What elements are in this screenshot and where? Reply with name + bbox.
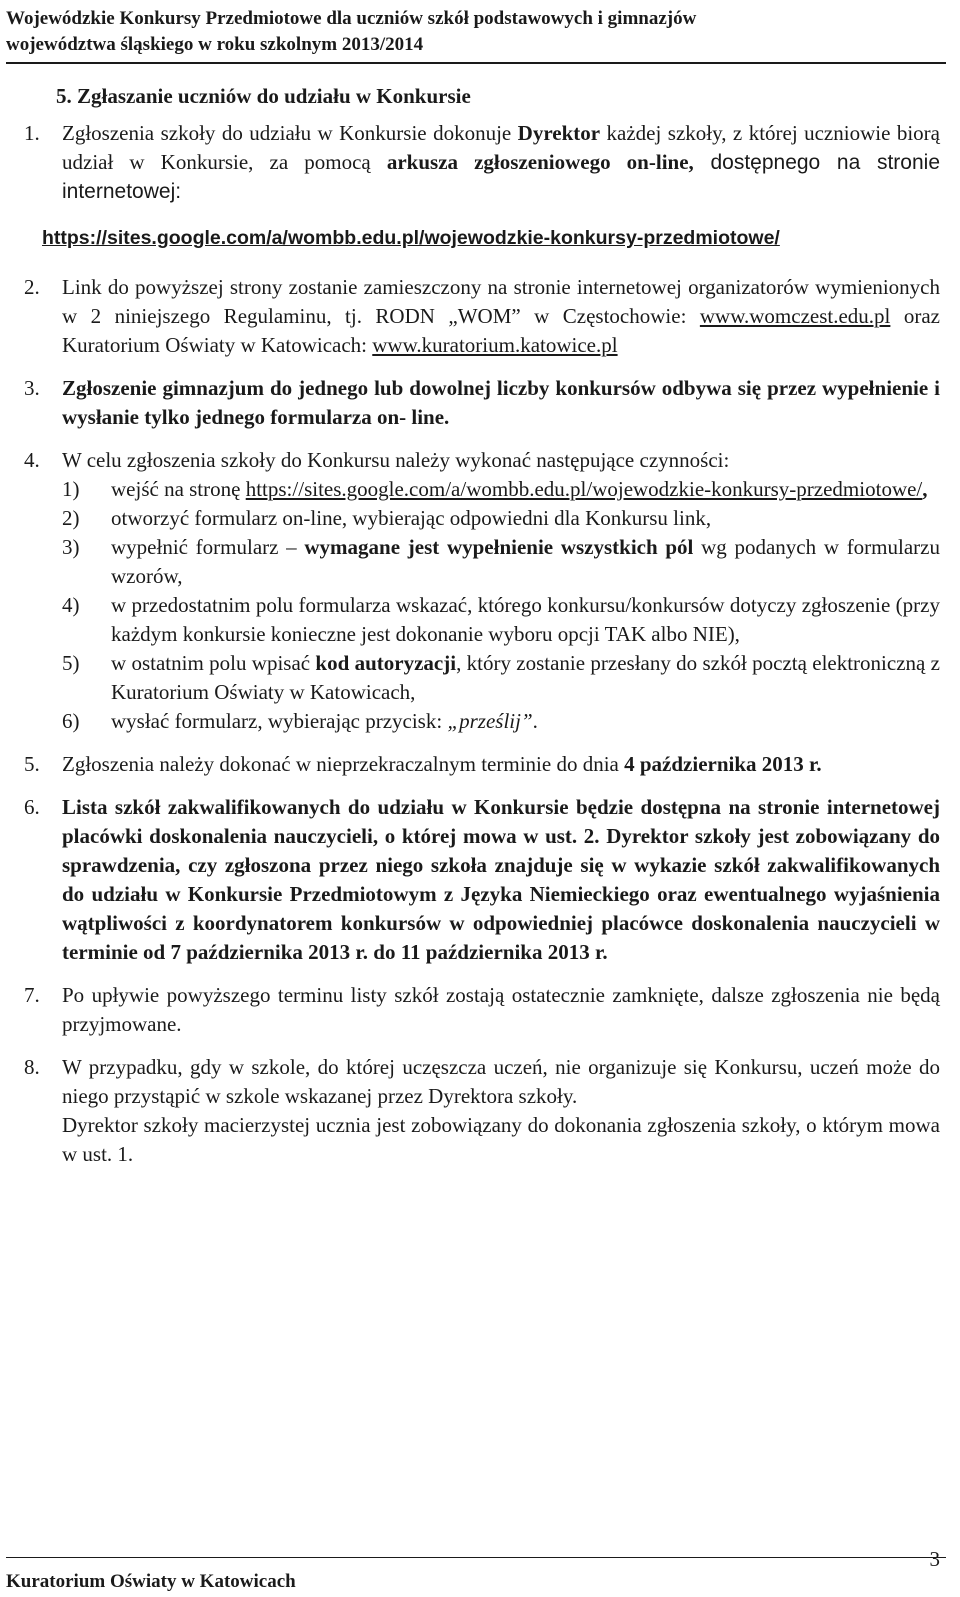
list-item-5 xyxy=(24,750,940,779)
sublist-item-1 xyxy=(24,475,940,504)
deadline-text: 4 października 2013 r. xyxy=(624,752,822,776)
sublist-item-3 xyxy=(24,533,940,591)
item-text: , który zostanie przesłany do szkół pocztą elektroniczną z Kuratorium Oświaty w Katowicach, xyxy=(111,651,940,704)
sublist-item-5 xyxy=(24,649,940,707)
sub-number: 6) xyxy=(62,709,80,733)
list-item-1 xyxy=(24,119,940,253)
sub-number: 4) xyxy=(62,593,80,617)
item-bold-text: arkusza zgłoszeniowego on-line, xyxy=(386,150,694,174)
item-text: wejść na stronę xyxy=(111,477,246,501)
item-bold-text: Lista szkół zakwalifikowanych do udziału w Konkursie będzie dostępna na stronie internetowej placówki doskonalenia nauczycieli, o której mowa w ust. 2. Dyrektor szkoły jest zobowiązany do sprawdzenia, czy zgłoszona przez niego szkoła znajduje się w wykazie szkół zakwalifikowanych do udziału w Konkursie Przedmiotowym z Języka Niemieckiego oraz ewentualnego wyjaśnienia wątpliwości z koordynatorem konkursów w odpowiedniej placówce doskonalenia nauczycieli w terminie od 7 października 2013 r. do 11 października 2013 r. xyxy=(62,795,940,964)
document-body xyxy=(24,82,940,1183)
item-number: 8. xyxy=(24,1055,40,1079)
item-bold-text: Zgłoszenie gimnazjum do jednego lub dowolnej liczby konkursów odbywa się przez wypełnienie i wysłanie tylko jednego formularza on- line. xyxy=(62,376,940,429)
list-item-2 xyxy=(24,273,940,360)
item-bold-text: , xyxy=(922,477,928,501)
list-item-4 xyxy=(24,446,940,475)
section-heading xyxy=(24,82,940,111)
item-text: wypełnić formularz – xyxy=(111,535,305,559)
header-divider xyxy=(6,62,946,64)
item-text: . xyxy=(532,709,538,733)
list-item-8 xyxy=(24,1053,940,1169)
womczest-link[interactable]: www.womczest.edu.pl xyxy=(699,304,891,328)
item-text: w przedostatnim polu formularza wskazać, którego konkursu/konkursów dotyczy zgłoszenie (przy każdym konkursie konieczne jest dokonanie wyboru opcji TAK albo NIE), xyxy=(111,593,940,646)
item-number: 3. xyxy=(24,376,40,400)
sublist-item-6 xyxy=(24,707,940,736)
item-text: Dyrektor szkoły macierzystej ucznia jest zobowiązany do dokonania zgłoszenia szkoły, o którym mowa w ust. 1. xyxy=(62,1113,940,1166)
registration-url-link[interactable]: https://sites.google.com/a/wombb.edu.pl/wojewodzkie-konkursy-przedmiotowe/ xyxy=(245,477,923,501)
item-text: otworzyć formularz on-line, wybierając odpowiedni dla Konkursu link, xyxy=(111,506,712,530)
sub-number: 2) xyxy=(62,506,80,530)
list-item-7 xyxy=(24,981,940,1039)
item-number: 2. xyxy=(24,275,40,299)
list-item-6 xyxy=(24,793,940,967)
item-bold-text: Dyrektor xyxy=(517,121,601,145)
item-text: wg podanych w formularzu wzorów, xyxy=(111,535,940,588)
item-italic-text: „prześlij” xyxy=(447,709,533,733)
item-number: 5. xyxy=(24,752,40,776)
sublist-item-2 xyxy=(24,504,940,533)
kuratorium-link[interactable]: www.kuratorium.katowice.pl xyxy=(372,333,618,357)
item-text: Po upływie powyższego terminu listy szkół zostają ostatecznie zamknięte, dalsze zgłoszenia nie będą przyjmowane. xyxy=(62,983,940,1036)
section-title: 5. Zgłaszanie uczniów do udziału w Konkursie xyxy=(56,84,471,108)
header-line-2: województwa śląskiego w roku szkolnym 2013/2014 xyxy=(6,34,424,55)
item-number: 1. xyxy=(24,121,40,145)
footer-divider xyxy=(6,1557,946,1558)
item-text: każdej szkoły, z której uczniowie biorą udział w Konkursie, za pomocą xyxy=(62,121,941,174)
item-text: wysłać formularz, wybierając przycisk: xyxy=(111,709,448,733)
item-text: Zgłoszenia szkoły do udziału w Konkursie dokonuje xyxy=(62,121,518,145)
item-text: W celu zgłoszenia szkoły do Konkursu należy wykonać następujące czynności: xyxy=(62,448,730,472)
footer-text: Kuratorium Oświaty w Katowicach xyxy=(6,1571,296,1592)
sublist xyxy=(24,475,940,736)
registration-url-link[interactable]: https://sites.google.com/a/wombb.edu.pl/wojewodzkie-konkursy-przedmiotowe/ xyxy=(42,227,780,249)
item-bold-text: wymagane jest wypełnienie wszystkich pól xyxy=(304,535,694,559)
list-item-3 xyxy=(24,374,940,432)
item-text: dostępnego na stronie internetowej: xyxy=(62,151,940,203)
sublist-item-4 xyxy=(24,591,940,649)
item-number: 7. xyxy=(24,983,40,1007)
item-text: oraz Kuratorium Oświaty w Katowicach: xyxy=(62,304,940,357)
sub-number: 5) xyxy=(62,651,80,675)
item-text: Link do powyższej strony zostanie zamieszczony na stronie internetowej organizatorów wymienionych w 2 niniejszego Regulaminu, tj. RODN „WOM” w Częstochowie: xyxy=(62,275,940,328)
item-text: w ostatnim polu wpisać xyxy=(111,651,316,675)
sub-number: 3) xyxy=(62,535,80,559)
item-number: 4. xyxy=(24,448,40,472)
item-text: Zgłoszenia należy dokonać w nieprzekraczalnym terminie do dnia xyxy=(62,752,625,776)
page-number: 3 xyxy=(929,1547,940,1571)
item-bold-text: kod autoryzacji xyxy=(315,651,457,675)
header-line-1: Wojewódzkie Konkursy Przedmiotowe dla uczniów szkół podstawowych i gimnazjów xyxy=(6,8,697,29)
sub-number: 1) xyxy=(62,477,80,501)
item-number: 6. xyxy=(24,795,40,819)
item-text: W przypadku, gdy w szkole, do której uczęszcza uczeń, nie organizuje się Konkursu, uczeń może do niego przystąpić w szkole wskazanej przez Dyrektora szkoły. xyxy=(62,1055,940,1108)
page-header xyxy=(6,6,946,58)
